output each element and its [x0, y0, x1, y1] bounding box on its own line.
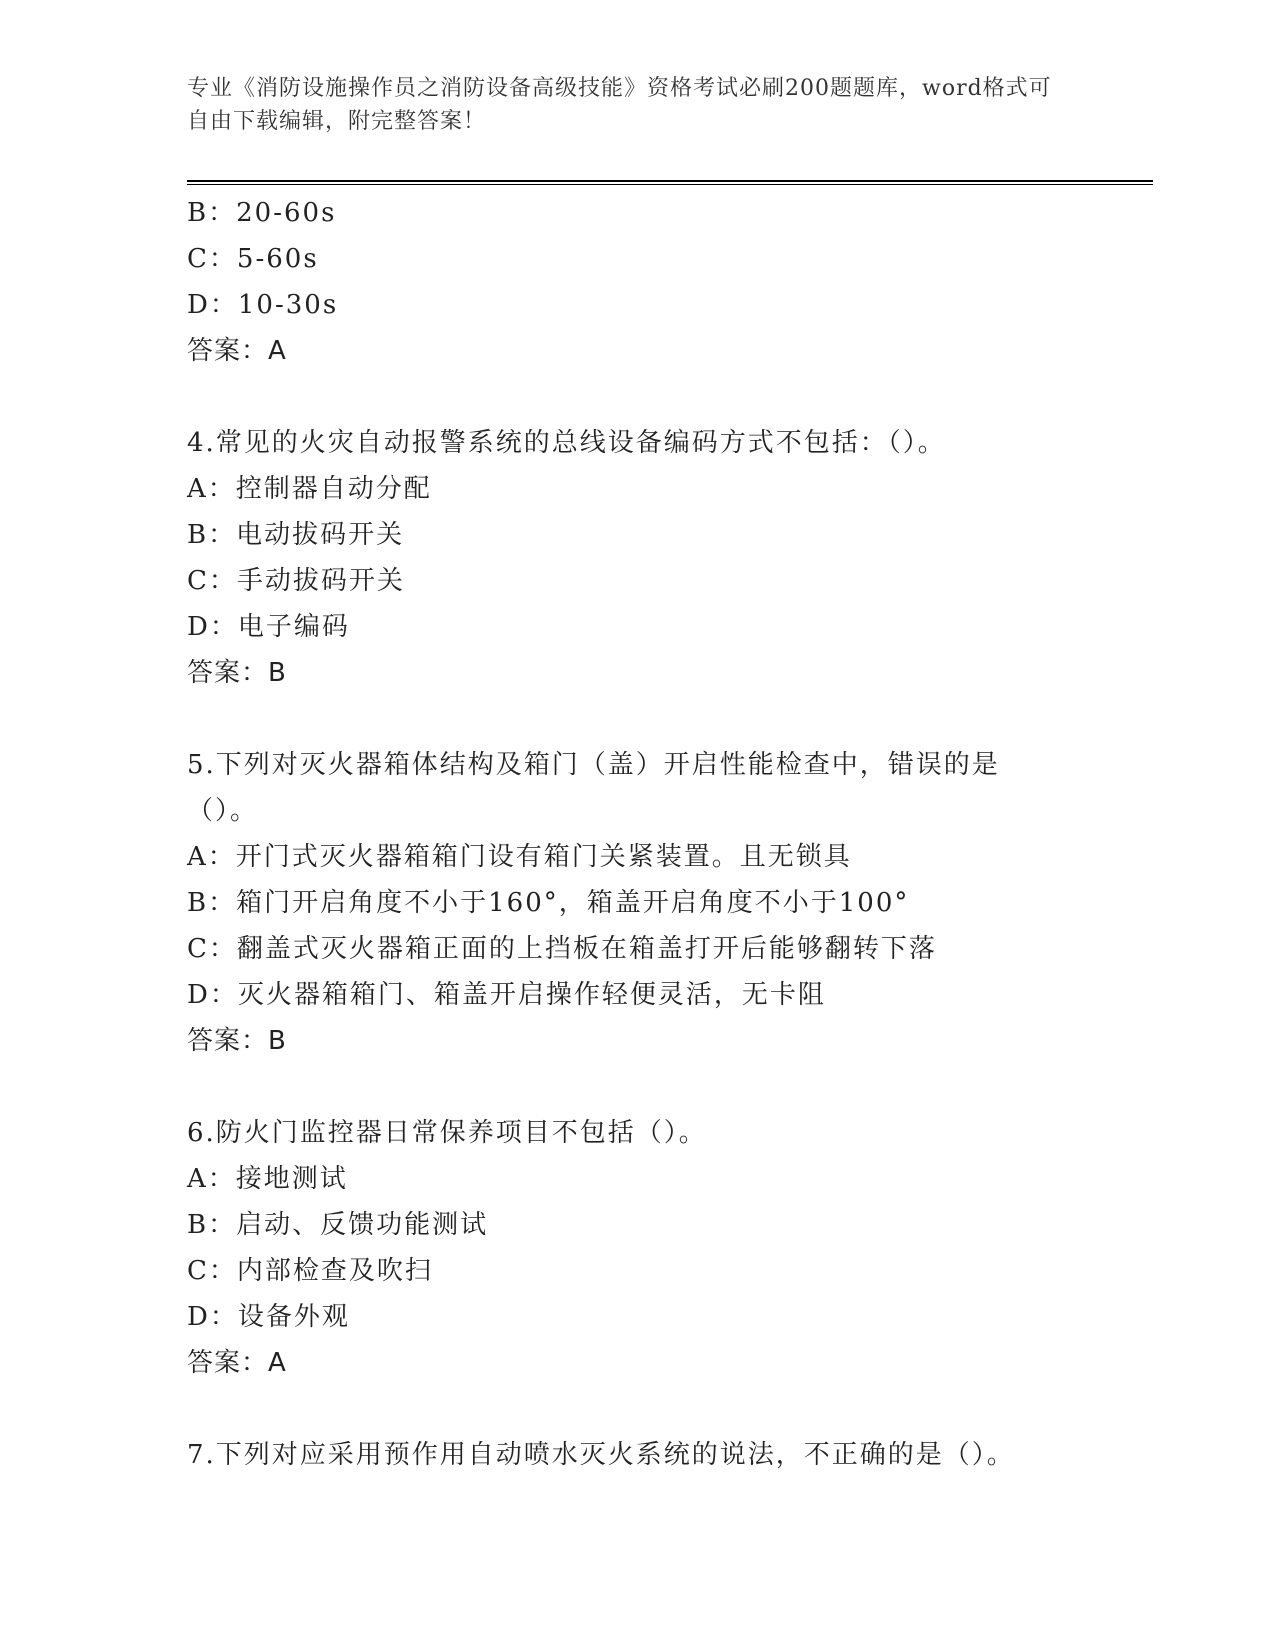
answer: 答案：B: [187, 1026, 287, 1056]
option-c: C：翻盖式灭火器箱正面的上挡板在箱盖打开后能够翻转下落: [187, 934, 937, 964]
option-a: A：开门式灭火器箱箱门设有箱门关紧装置。且无锁具: [187, 842, 852, 872]
document-header: [187, 72, 1067, 138]
option-b: B：箱门开启角度不小于160°，箱盖开启角度不小于100°: [187, 888, 910, 918]
question-5: [187, 742, 1067, 1064]
question-stem: 4.常见的火灾自动报警系统的总线设备编码方式不包括：（）。: [187, 428, 946, 458]
header-divider: [187, 180, 1153, 182]
option-b: B：电动拔码开关: [187, 520, 405, 550]
option-d: D：设备外观: [187, 1302, 350, 1332]
question-stem: 6.防火门监控器日常保养项目不包括（）。: [187, 1118, 707, 1148]
option-a: A：接地测试: [187, 1164, 348, 1194]
option-b: B：启动、反馈功能测试: [187, 1210, 489, 1240]
answer: 答案：A: [187, 1348, 287, 1378]
option-d: D：灭火器箱箱门、箱盖开启操作轻便灵活，无卡阻: [187, 980, 826, 1010]
question-3: [187, 190, 1067, 374]
answer: 答案：A: [187, 336, 287, 366]
question-4: [187, 420, 1067, 696]
answer: 答案：B: [187, 658, 287, 688]
header-text: 专业《消防设施操作员之消防设备高级技能》资格考试必刷200题题库，word格式可自由下载编辑，附完整答案！: [187, 76, 1052, 134]
question-stem: 7.下列对应采用预作用自动喷水灭火系统的说法，不正确的是（）。: [187, 1440, 1015, 1470]
question-stem: 5.下列对灭火器箱体结构及箱门（盖）开启性能检查中，错误的是（）。: [187, 750, 1000, 826]
option-c: C：内部检查及吹扫: [187, 1256, 433, 1286]
option-c: C：手动拔码开关: [187, 566, 405, 596]
question-list: [187, 190, 1067, 1478]
option-c: C：5-60s: [187, 244, 319, 274]
option-a: A：控制器自动分配: [187, 474, 432, 504]
option-b: B：20-60s: [187, 198, 337, 228]
header-divider-thin: [187, 184, 1153, 185]
question-7: [187, 1432, 1067, 1478]
question-6: [187, 1110, 1067, 1386]
option-d: D：电子编码: [187, 612, 350, 642]
option-d: D：10-30s: [187, 290, 339, 320]
